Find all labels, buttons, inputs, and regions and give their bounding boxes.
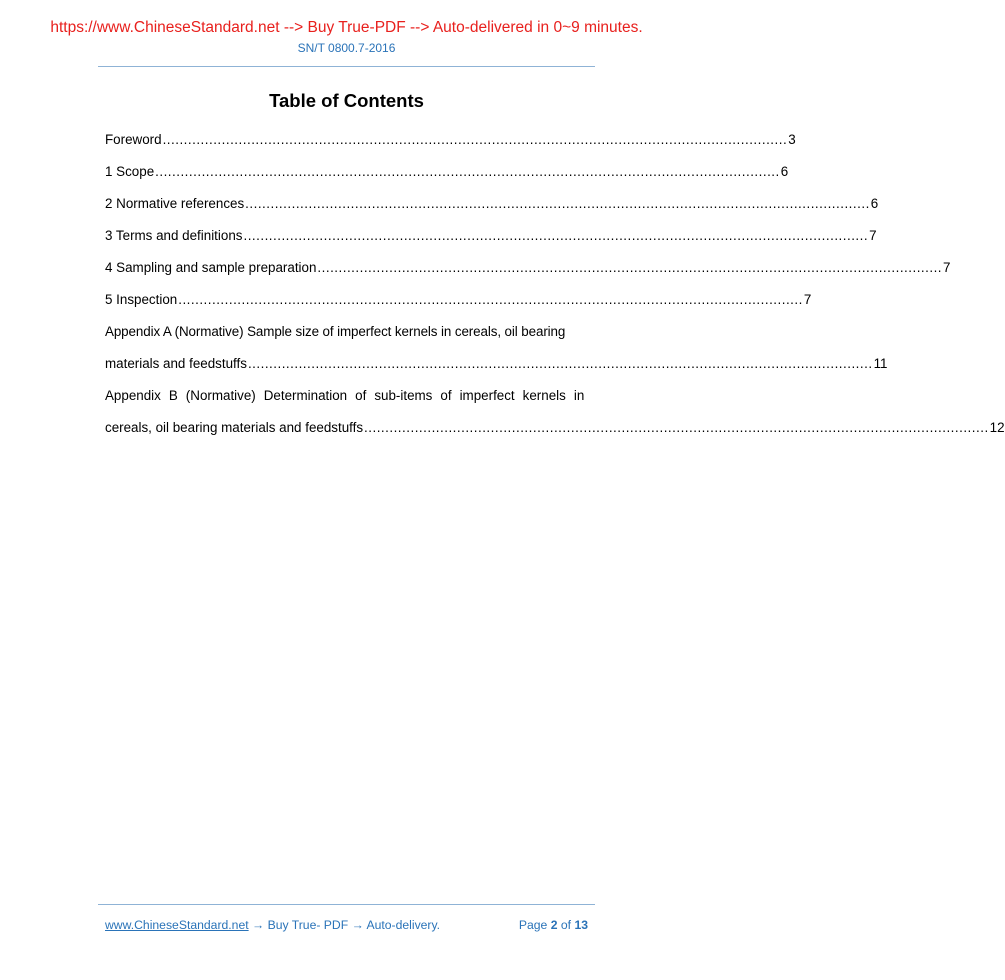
footer-link[interactable]: www.ChineseStandard.net — [105, 918, 249, 932]
toc-entry-page: 11 — [873, 356, 888, 371]
toc-entry-appendix-a-line2[interactable] — [105, 348, 888, 380]
leader-dots: .................................................................................................................................................... — [317, 260, 943, 275]
leader-dots: .................................................................................................................................................... — [247, 356, 873, 371]
toc-entry-label: Appendix A (Normative) Sample size of imperfect kernels in cereals, oil bearing — [105, 324, 566, 339]
toc-entry-normative-references[interactable] — [105, 188, 879, 220]
leader-dots: .................................................................................................................................................... — [364, 420, 989, 435]
toc-entry-appendix-a-line1[interactable] — [105, 316, 588, 348]
toc-entry-page: 6 — [870, 196, 879, 211]
of-word: of — [560, 918, 572, 932]
toc-entry-label: 1 Scope — [105, 164, 155, 179]
toc-entry-page: 6 — [780, 164, 789, 179]
toc-entry-page: 12 — [989, 420, 1005, 435]
toc-entry-page: 7 — [869, 228, 877, 243]
toc-entry-sampling[interactable] — [105, 252, 951, 284]
toc-entry-label: cereals, oil bearing materials and feedstuffs — [105, 420, 364, 435]
toc-entry-page: 7 — [943, 260, 951, 275]
toc-entry-terms-definitions[interactable] — [105, 220, 877, 252]
current-page-number: 2 — [550, 918, 558, 932]
toc-entry-label: 2 Normative references — [105, 196, 245, 211]
toc-entry-label: 5 Inspection — [105, 292, 178, 307]
footer-divider — [98, 904, 595, 905]
toc-entry-page: 3 — [788, 132, 796, 147]
banner-text: https://www.ChineseStandard.net --> Buy True-PDF --> Auto-delivered in 0~9 minutes. — [50, 19, 643, 36]
toc-entry-inspection[interactable] — [105, 284, 812, 316]
toc-title: Table of Contents — [269, 90, 424, 111]
toc-entry-scope[interactable] — [105, 156, 789, 188]
page-footer — [105, 916, 588, 934]
toc-entry-label: 4 Sampling and sample preparation — [105, 260, 317, 275]
standard-code: SN/T 0800.7-2016 — [297, 41, 396, 55]
table-of-contents — [105, 124, 1005, 444]
leader-dots: .................................................................................................................................................... — [243, 228, 869, 243]
toc-entry-appendix-b-line2[interactable] — [105, 412, 1005, 444]
toc-entry-label: Foreword — [105, 132, 162, 147]
page-indicator — [519, 916, 588, 934]
page-word: Page — [518, 918, 548, 932]
total-pages-number: 13 — [574, 918, 588, 932]
toc-entry-page: 7 — [803, 292, 812, 307]
toc-entry-label: materials and feedstuffs — [105, 356, 247, 371]
footer-tail-text: → Buy True- PDF → Auto-delivery. — [248, 918, 441, 932]
toc-entry-appendix-b-line1[interactable] — [105, 380, 588, 412]
leader-dots: .................................................................................................................................................... — [178, 292, 803, 307]
leader-dots: .................................................................................................................................................... — [162, 132, 788, 147]
leader-dots: .................................................................................................................................................... — [245, 196, 870, 211]
toc-entry-foreword[interactable] — [105, 124, 796, 156]
header-divider — [98, 66, 595, 67]
toc-entry-label: Appendix B (Normative) Determination of sub-items of imperfect kernels in — [105, 388, 585, 403]
leader-dots: .................................................................................................................................................... — [155, 164, 780, 179]
toc-entry-label: 3 Terms and definitions — [105, 228, 243, 243]
